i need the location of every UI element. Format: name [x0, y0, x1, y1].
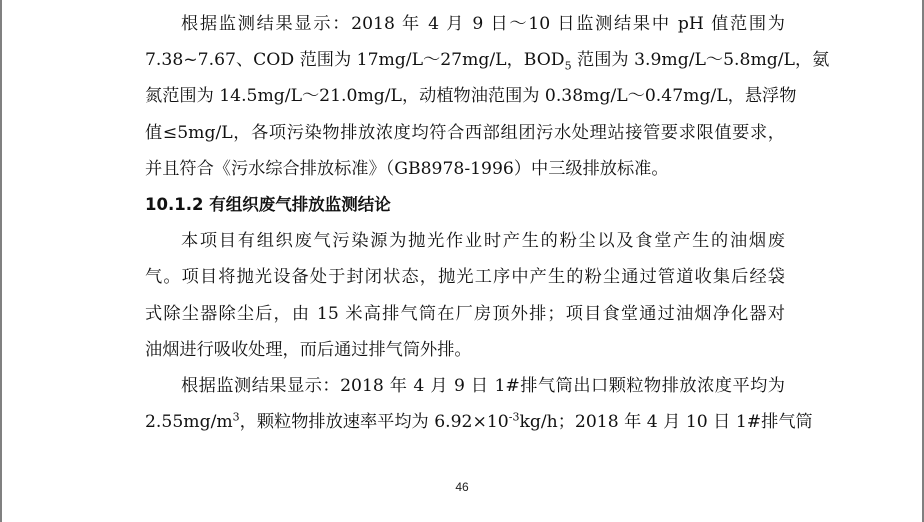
exhaust-results-paragraph — [145, 368, 813, 440]
page-left-border — [0, 0, 2, 522]
document-page-body — [145, 6, 830, 440]
text-line: 根据监测结果显示：2018 年 4 月 9 日 1#排气筒出口颗粒物排放浓度平均为 — [181, 375, 785, 396]
superscript: -3 — [508, 410, 520, 424]
text-span: ，颗粒物排放速率平均为 6.92×10 — [239, 412, 509, 433]
text-span: 7.38~7.67、COD 范围为 17mg/L～27mg/L，BOD — [145, 50, 565, 71]
text-line — [145, 42, 830, 78]
text-line: 值≤5mg/L，各项污染物排放浓度均符合西部组团污水处理站接管要求限值要求， — [145, 122, 785, 143]
text-line: 气。项目将抛光设备处于封闭状态，抛光工序中产生的粉尘通过管道收集后经袋 — [145, 267, 785, 288]
organized-exhaust-paragraph — [145, 223, 785, 368]
superscript: 3 — [232, 410, 240, 424]
page-number: 46 — [455, 480, 469, 494]
text-line: 并且符合《污水综合排放标准》（GB8978-1996）中三级排放标准。 — [145, 158, 669, 179]
text-line: 式除尘器除尘后，由 15 米高排气筒在厂房顶外排；项目食堂通过油烟净化器对 — [145, 303, 785, 324]
text-span: 范围为 3.9mg/L～5.8mg/L，氨 — [571, 50, 830, 71]
text-span: kg/h；2018 年 4 月 10 日 1#排气筒 — [519, 412, 813, 433]
section-heading: 10.1.2 有组织废气排放监测结论 — [145, 194, 391, 214]
text-line: 本项目有组织废气污染源为抛光作业时产生的粉尘以及食堂产生的油烟废 — [181, 231, 785, 252]
subscript: 5 — [564, 59, 572, 73]
text-line: 根据监测结果显示：2018 年 4 月 9 日～10 日监测结果中 pH 值范围为 — [181, 14, 785, 34]
text-span: 2.55mg/m — [145, 412, 233, 433]
text-line: 油烟进行吸收处理，而后通过排气筒外排。 — [145, 339, 472, 360]
text-line — [145, 404, 813, 440]
text-line: 氮范围为 14.5mg/L～21.0mg/L，动植物油范围为 0.38mg/L～0.47mg/L，悬浮物 — [145, 86, 797, 107]
monitoring-results-paragraph — [145, 6, 830, 187]
